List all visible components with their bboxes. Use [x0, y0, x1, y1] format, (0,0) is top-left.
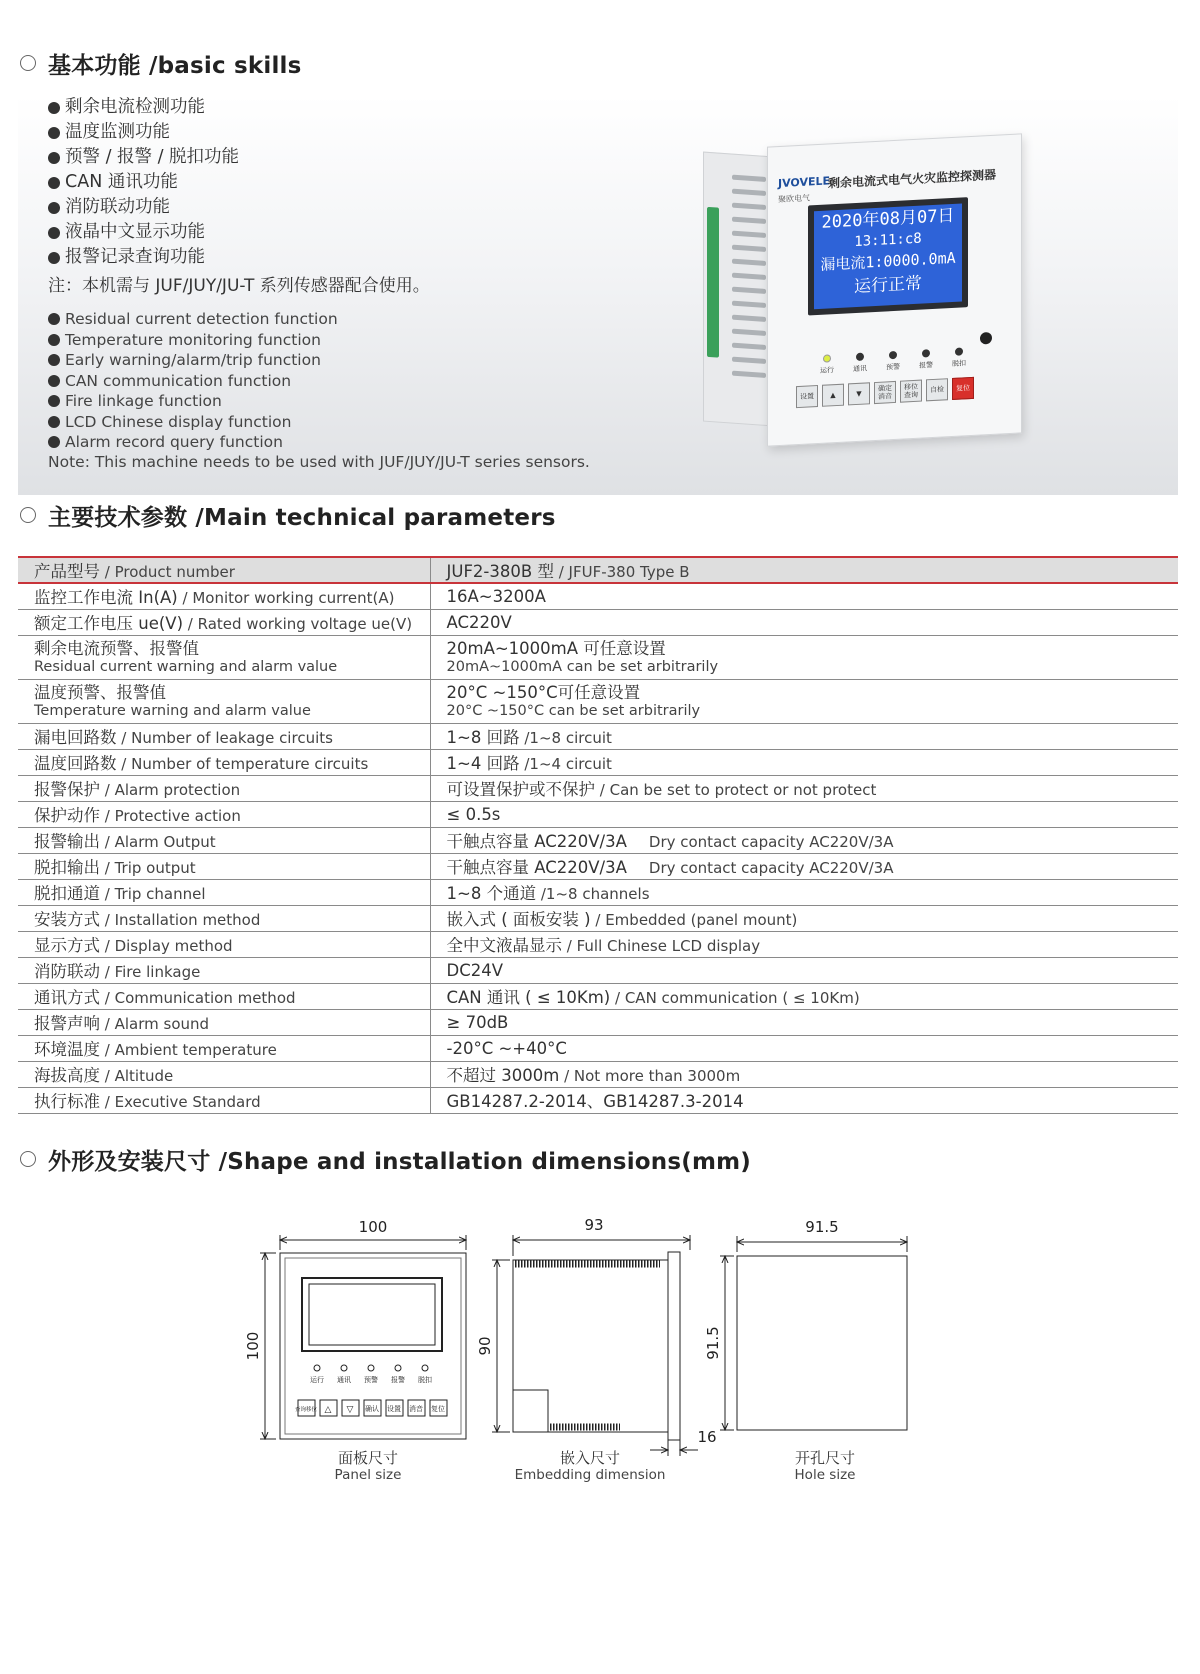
feature-item: 消防联动功能 — [48, 195, 239, 220]
vent-slot — [732, 259, 766, 266]
param-name-cn: 显示方式 — [34, 936, 100, 955]
feature-item: Fire linkage function — [48, 391, 338, 412]
param-name-cn: 漏电回路数 — [34, 728, 117, 747]
param-value-cn: 20°C ~150°C可任意设置 — [446, 682, 641, 702]
param-value-en: CAN communication ( ≤ 10Km) — [624, 989, 860, 1007]
param-name-cell: 温度回路数 / Number of temperature circuits — [18, 749, 430, 775]
vent-slot — [732, 231, 766, 238]
param-value-cell — [430, 957, 1178, 983]
param-name-en: Communication method — [114, 989, 296, 1007]
vent-slot — [732, 343, 766, 350]
param-value-en: Dry contact capacity AC220V/3A — [648, 859, 894, 877]
embed-caption-en: Embedding dimension — [514, 1467, 666, 1483]
param-name-en: Product number — [114, 563, 235, 581]
param-name-cn: 产品型号 — [34, 562, 100, 581]
device-side-housing — [703, 152, 773, 427]
embed-body-outline — [513, 1260, 668, 1432]
param-name-cn: 监控工作电流 In(A) — [34, 588, 178, 608]
device-front-panel — [767, 133, 1022, 446]
param-value-en: /1~8 circuit — [524, 729, 612, 747]
feature-item: Alarm record query function — [48, 432, 338, 453]
panel-key-label: ▽ — [346, 1405, 354, 1415]
vent-slot — [732, 175, 766, 182]
param-name-cn: 温度预警、报警值 — [34, 682, 166, 702]
panel-led-label: 通讯 — [337, 1376, 351, 1384]
param-value-cell — [430, 801, 1178, 827]
bullet-dot-icon — [48, 375, 60, 387]
param-name-cn: 安装方式 — [34, 910, 100, 929]
param-name-en: Executive Standard — [114, 1093, 261, 1111]
param-value-cn: 嵌入式 ( 面板安装 ) — [446, 910, 591, 929]
param-value-cell — [430, 827, 1178, 853]
note-en: Note: This machine needs to be used with JUF/JUY/JU-T series sensors. — [48, 453, 590, 471]
table-row — [18, 827, 1178, 853]
buzzer-icon — [980, 332, 992, 345]
param-value-cn: 可设置保护或不保护 — [446, 780, 595, 799]
param-name-en: Ambient temperature — [114, 1041, 277, 1059]
param-name-en: Number of temperature circuits — [131, 755, 369, 773]
table-row — [18, 775, 1178, 801]
embed-caption-cn: 嵌入尺寸 — [559, 1449, 620, 1467]
circle-bullet-icon — [20, 55, 36, 71]
param-name-cn: 报警保护 — [34, 780, 100, 799]
embed-front-flange — [668, 1252, 680, 1440]
param-name-cn: 环境温度 — [34, 1040, 100, 1059]
param-name-cell: 通讯方式 / Communication method — [18, 983, 430, 1009]
lcd-line: 13:11:c8 — [854, 230, 922, 251]
panel-key-label: △ — [324, 1405, 332, 1415]
bullet-dot-icon — [48, 127, 60, 139]
vent-slot — [732, 189, 766, 196]
features-cn-list — [48, 95, 239, 270]
feature-item: CAN communication function — [48, 371, 338, 392]
table-row — [18, 957, 1178, 983]
param-name-cn: 执行标准 — [34, 1092, 100, 1111]
bullet-dot-icon — [48, 252, 60, 264]
led-light-icon — [823, 354, 831, 362]
led-light-icon — [856, 353, 864, 361]
param-name-cell — [18, 679, 430, 723]
key-down-arrow-icon: ▼ — [848, 382, 870, 405]
dimension-drawings — [0, 1200, 1200, 1540]
param-name-en: Alarm protection — [114, 781, 241, 799]
param-name-en: Trip channel — [114, 885, 206, 903]
param-value-cell — [430, 609, 1178, 635]
led-indicator: 报警 — [919, 349, 933, 371]
led-indicator: 通讯 — [853, 352, 867, 374]
vent-slot — [732, 245, 766, 252]
param-value-cn: AC220V — [446, 612, 512, 632]
param-value-cn: 1~8 个通道 — [446, 884, 537, 903]
param-value-cn: 1~8 回路 — [446, 728, 520, 747]
panel-key-label: 设置 — [387, 1405, 401, 1413]
param-name-cell: 报警输出 / Alarm Output — [18, 827, 430, 853]
panel-led-label: 报警 — [391, 1376, 405, 1384]
param-name-cell: 脱扣输出 / Trip output — [18, 853, 430, 879]
vent-slot — [732, 329, 766, 336]
param-value-en: 20°C ~150°C can be set arbitrarily — [446, 702, 701, 719]
panel-led-label: 预警 — [364, 1376, 378, 1384]
param-value-cn: 干触点容量 AC220V/3A — [446, 858, 627, 877]
bullet-dot-icon — [48, 152, 60, 164]
table-row — [18, 1035, 1178, 1061]
key-self-test: 自检 — [926, 378, 948, 401]
vent-slot — [732, 357, 766, 364]
param-name-en: Protective action — [114, 807, 241, 825]
vent-slot — [732, 315, 766, 322]
table-row — [18, 931, 1178, 957]
param-name-en: Monitor working current(A) — [192, 589, 395, 608]
param-name-cell: 报警声响 / Alarm sound — [18, 1009, 430, 1035]
param-name-cell: 漏电回路数 / Number of leakage circuits — [18, 723, 430, 749]
feature-item: LCD Chinese display function — [48, 412, 338, 433]
param-value-cn: JUF2-380B 型 — [446, 562, 554, 581]
embed-height-value: 90 — [476, 1336, 494, 1356]
section-params-title: 主要技术参数 /Main technical parameters — [20, 498, 556, 532]
led-indicator: 运行 — [820, 354, 834, 376]
vent-slot — [732, 203, 766, 210]
bullet-dot-icon — [48, 416, 60, 428]
param-name-en: Trip output — [114, 859, 196, 877]
hole-outline — [737, 1256, 907, 1430]
panel-height-value: 100 — [244, 1331, 262, 1361]
param-value-cell — [430, 1009, 1178, 1035]
feature-item: CAN 通讯功能 — [48, 170, 239, 195]
param-value-cell: JUF2-380B 型 / JFUF-380 Type B — [430, 557, 1178, 583]
key-up-arrow-icon: ▲ — [822, 384, 844, 407]
panel-led-icon — [341, 1365, 347, 1371]
table-row — [18, 609, 1178, 635]
section-dims-title: 外形及安装尺寸 /Shape and installation dimensions(mm) — [20, 1142, 751, 1176]
param-value-cell: 嵌入式 ( 面板安装 ) / Embedded (panel mount) — [430, 905, 1178, 931]
param-name-cell: 保护动作 / Protective action — [18, 801, 430, 827]
hole-caption-cn: 开孔尺寸 — [794, 1449, 855, 1467]
param-value-en: /1~8 channels — [540, 885, 650, 903]
feature-item: Early warning/alarm/trip function — [48, 350, 338, 371]
param-value-en: /1~4 circuit — [524, 755, 612, 773]
feature-item: 温度监测功能 — [48, 120, 239, 145]
panel-caption-cn: 面板尺寸 — [337, 1449, 398, 1467]
feature-item: 预警 / 报警 / 脱扣功能 — [48, 145, 239, 170]
panel-lcd-window — [302, 1278, 442, 1351]
param-name-cn: 海拔高度 — [34, 1066, 100, 1085]
led-light-icon — [955, 347, 963, 355]
param-value-cell — [430, 679, 1178, 723]
table-row — [18, 1087, 1178, 1113]
param-value-cn: CAN 通讯 ( ≤ 10Km) — [446, 988, 611, 1007]
feature-item: Residual current detection function — [48, 309, 338, 330]
panel-led-icon — [422, 1365, 428, 1371]
param-value-cn: -20°C ~+40°C — [446, 1038, 567, 1058]
bullet-dot-icon — [48, 395, 60, 407]
feature-item: 液晶中文显示功能 — [48, 220, 239, 245]
hole-width-value: 91.5 — [805, 1218, 839, 1236]
embed-terminal-block — [513, 1390, 548, 1432]
bullet-dot-icon — [48, 354, 60, 366]
key-shift-query: 移位查询 — [900, 380, 922, 403]
table-row — [18, 905, 1178, 931]
device-lcd-screen — [808, 197, 968, 315]
param-name-en: Alarm Output — [114, 833, 216, 851]
device-led-row — [820, 347, 966, 376]
param-value-cell: 可设置保护或不保护 / Can be set to protect or not protect — [430, 775, 1178, 801]
param-name-en: Rated working voltage ue(V) — [197, 615, 413, 633]
feature-item: 报警记录查询功能 — [48, 245, 239, 270]
param-value-cell: 不超过 3000m / Not more than 3000m — [430, 1061, 1178, 1087]
param-name-cn: 报警声响 — [34, 1014, 100, 1033]
table-row — [18, 801, 1178, 827]
param-name-cell — [18, 635, 430, 679]
param-value-cell — [430, 879, 1178, 905]
param-value-en: Not more than 3000m — [573, 1067, 741, 1085]
features-en-list — [48, 309, 338, 453]
param-value-en: Full Chinese LCD display — [576, 937, 761, 955]
panel-key-label: 复位 — [431, 1405, 445, 1413]
table-row — [18, 983, 1178, 1009]
param-value-cn: GB14287.2-2014、GB14287.3-2014 — [446, 1092, 744, 1111]
embed-depth-value: 16 — [697, 1428, 717, 1446]
led-indicator: 脱扣 — [952, 347, 966, 369]
feature-item: 剩余电流检测功能 — [48, 95, 239, 120]
table-row — [18, 1009, 1178, 1035]
table-row — [18, 853, 1178, 879]
param-value-cn: DC24V — [446, 960, 504, 980]
params-header-row — [18, 557, 1178, 583]
param-value-cell — [430, 1087, 1178, 1113]
param-value-cn: 不超过 3000m — [446, 1066, 560, 1085]
param-name-en: Residual current warning and alarm value — [34, 658, 338, 675]
feature-item: Temperature monitoring function — [48, 330, 338, 351]
device-photo — [703, 140, 1033, 440]
terminal-block — [707, 207, 719, 358]
key-setup: 设置 — [796, 385, 818, 408]
param-name-cell: 显示方式 / Display method — [18, 931, 430, 957]
table-row — [18, 723, 1178, 749]
panel-led-label: 脱扣 — [418, 1376, 432, 1384]
param-value-cell — [430, 583, 1178, 609]
param-value-en: Can be set to protect or not protect — [609, 781, 877, 799]
bullet-dot-icon — [48, 102, 60, 114]
param-value-en: Dry contact capacity AC220V/3A — [648, 833, 894, 851]
key-reset: 复位 — [952, 377, 974, 400]
param-name-cn: 脱扣通道 — [34, 884, 100, 903]
vent-slot — [732, 217, 766, 224]
device-brand-logo: JVOVELE — [778, 174, 831, 191]
param-name-cell: 报警保护 / Alarm protection — [18, 775, 430, 801]
panel-key-label: 确认 — [365, 1405, 379, 1413]
param-value-cell: 全中文液晶显示 / Full Chinese LCD display — [430, 931, 1178, 957]
param-name-cn: 温度回路数 — [34, 754, 117, 773]
table-row — [18, 583, 1178, 609]
param-name-en: Installation method — [114, 911, 261, 929]
device-keypad — [796, 377, 974, 408]
table-row — [18, 879, 1178, 905]
bullet-dot-icon — [48, 177, 60, 189]
param-name-cell: 产品型号 / Product number — [18, 557, 430, 583]
hole-caption-en: Hole size — [794, 1467, 856, 1483]
key-confirm-mute: 确定消音 — [874, 381, 896, 404]
param-value-cn: ≤ 0.5s — [446, 804, 501, 824]
param-name-cell: 执行标准 / Executive Standard — [18, 1087, 430, 1113]
param-name-cell: 海拔高度 / Altitude — [18, 1061, 430, 1087]
led-indicator: 预警 — [886, 351, 900, 373]
table-row — [18, 749, 1178, 775]
param-name-en: Number of leakage circuits — [131, 729, 333, 747]
lcd-line: 运行正常 — [854, 273, 922, 298]
param-name-cn: 通讯方式 — [34, 988, 100, 1007]
param-name-en: Temperature warning and alarm value — [34, 702, 311, 719]
table-row — [18, 635, 1178, 679]
param-name-en: Alarm sound — [114, 1015, 210, 1033]
note-cn: 注：本机需与 JUF/JUY/JU-T 系列传感器配合使用。 — [48, 276, 430, 296]
hole-height-value: 91.5 — [704, 1326, 722, 1360]
param-value-cn: ≥ 70dB — [446, 1012, 509, 1032]
lcd-line: 漏电流1:0000.0mA — [820, 248, 956, 274]
param-name-cell: 消防联动 / Fire linkage — [18, 957, 430, 983]
bullet-dot-icon — [48, 436, 60, 448]
param-name-en: Display method — [114, 937, 233, 955]
param-value-cn: 全中文液晶显示 — [446, 936, 562, 955]
param-name-cn: 剩余电流预警、报警值 — [34, 638, 199, 658]
param-name-cell: 额定工作电压 ue(V) / Rated working voltage ue(V) — [18, 609, 430, 635]
panel-caption-en: Panel size — [334, 1467, 402, 1483]
panel-led-icon — [395, 1365, 401, 1371]
param-value-cell — [430, 1035, 1178, 1061]
param-value-cn: 16A~3200A — [446, 586, 546, 606]
device-title: 剩余电流式电气火灾监控探测器 — [828, 167, 997, 191]
param-value-cell: CAN 通讯 ( ≤ 10Km) / CAN communication ( ≤ 10Km) — [430, 983, 1178, 1009]
panel-led-icon — [368, 1365, 374, 1371]
panel-width-value: 100 — [358, 1218, 388, 1236]
vent-slot — [732, 301, 766, 308]
param-name-cell: 环境温度 / Ambient temperature — [18, 1035, 430, 1061]
param-value-cell — [430, 749, 1178, 775]
panel-key-label: 消音 — [409, 1405, 423, 1413]
vent-slot — [732, 371, 766, 378]
param-value-cn: 20mA~1000mA 可任意设置 — [446, 638, 666, 658]
param-name-cell: 监控工作电流 In(A) / Monitor working current(A) — [18, 583, 430, 609]
panel-lcd-inner — [309, 1284, 435, 1345]
lcd-line: 2020年08月07日 — [821, 205, 955, 233]
panel-key-label: 查询移位 — [294, 1407, 318, 1413]
bullet-dot-icon — [48, 334, 60, 346]
section-basic-title: 基本功能 /basic skills — [20, 46, 302, 80]
bullet-dot-icon — [48, 202, 60, 214]
led-light-icon — [889, 351, 897, 359]
table-row — [18, 679, 1178, 723]
params-table — [18, 556, 1178, 1114]
param-value-cell — [430, 635, 1178, 679]
embed-width-value: 93 — [584, 1216, 604, 1234]
device-brand-sub: 聚欧电气 — [778, 193, 810, 205]
param-name-cn: 额定工作电压 ue(V) — [34, 614, 184, 633]
param-value-en: 20mA~1000mA can be set arbitrarily — [446, 658, 719, 675]
param-name-en: Fire linkage — [114, 963, 201, 981]
vent-slot — [732, 287, 766, 294]
vent-slot — [732, 273, 766, 280]
bullet-dot-icon — [48, 227, 60, 239]
param-name-cn: 脱扣输出 — [34, 858, 100, 877]
param-name-cell: 脱扣通道 / Trip channel — [18, 879, 430, 905]
circle-bullet-icon — [20, 507, 36, 523]
table-row — [18, 1061, 1178, 1087]
param-value-cn: 干触点容量 AC220V/3A — [446, 832, 627, 851]
param-name-cn: 保护动作 — [34, 806, 100, 825]
param-name-en: Altitude — [114, 1067, 174, 1085]
bullet-dot-icon — [48, 313, 60, 325]
param-name-cn: 报警输出 — [34, 832, 100, 851]
basic-features-panel — [18, 95, 1178, 495]
param-value-cn: 1~4 回路 — [446, 754, 520, 773]
param-value-en: JFUF-380 Type B — [568, 563, 690, 581]
param-value-cell — [430, 723, 1178, 749]
param-value-cell — [430, 853, 1178, 879]
param-name-cn: 消防联动 — [34, 962, 100, 981]
led-light-icon — [922, 349, 930, 357]
param-name-cell: 安装方式 / Installation method — [18, 905, 430, 931]
param-value-en: Embedded (panel mount) — [605, 911, 798, 929]
panel-led-label: 运行 — [310, 1376, 324, 1384]
circle-bullet-icon — [20, 1151, 36, 1167]
panel-led-icon — [314, 1365, 320, 1371]
